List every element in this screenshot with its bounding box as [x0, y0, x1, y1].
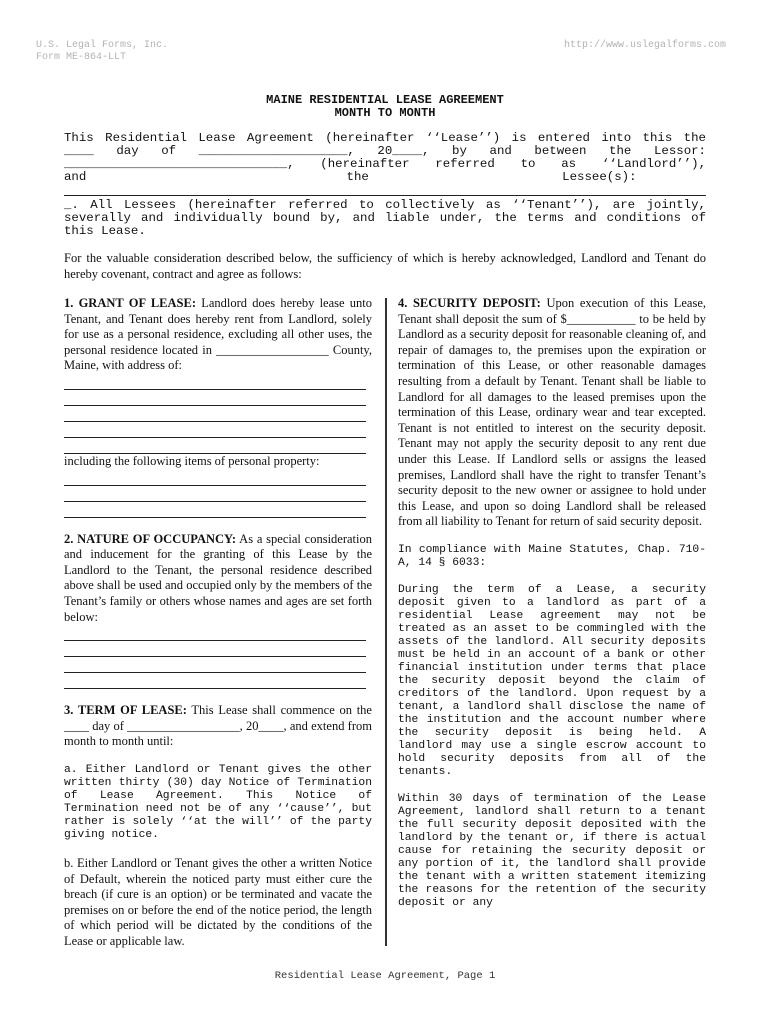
- section-heading: 1. GRANT OF LEASE:: [64, 296, 196, 310]
- deposit-holding-paragraph: During the term of a Lease, a security deposit given to a landlord as part of a residential Lease agreement may not be treated as an asset to be commingled with the assets of the landlord. All security deposits must be held in an account of a bank or other financial institution under terms that place the security deposit beyond the claim of creditors of the landlord. Upon request by a tenant, a landlord shall disclose the name of the institution and the account number where the security deposit is being held. A landlord may use a single escrow account to hold security deposits from all of the tenants.: [398, 583, 706, 778]
- intro-line: ______________________________, (hereinafter referred to as ‘‘Landlord’’),: [64, 157, 706, 171]
- term-clause-a: a. Either Landlord or Tenant gives the other written thirty (30) day Notice of Termination of Lease Agreement. This Notice of Termination need not be of any ‘‘cause’’, but rather is solely ‘‘at the will’’ of the party giving notice.: [64, 763, 372, 841]
- left-column: [64, 296, 372, 949]
- page-header-left: [36, 40, 168, 64]
- address-line[interactable]: [64, 406, 366, 422]
- property-label: including the following items of personal property:: [64, 453, 320, 468]
- property-line[interactable]: [64, 470, 366, 486]
- section-security-deposit: 4. SECURITY DEPOSIT: Upon execution of this Lease, Tenant shall deposit the sum of $___________ to be held by Landlord as a security deposit for reasonable cleaning of, and repair of damages to, the premises upon the expiration or termination of this Lease, or other reasonable damages resulting from a default by Tenant. Tenant shall be liable to Landlord for all damages to the leased premises upon the termination of this Lease, ordinary wear and tear excepted. Tenant is not entitled to interest on the security deposit. Tenant may not apply the security deposit to any rent due under this Lease. If Landlord sells or assigns the leased premises, Landlord shall have the right to transfer Tenant’s security deposit to the new owner or assignee to hold under this Lease, and upon so doing Landlord shall be released from all liability to Tenant for return of said security deposit.: [398, 296, 706, 529]
- document-title: [0, 94, 770, 120]
- term-clause-b: b. Either Landlord or Tenant gives the other a written Notice of Default, wherein the noticed party must either cure the breach (if cure is an option) or be terminated and vacate the premises on or before the end of the notice period, the length of which period will be dictated by the conditions of the Lease or applicable law.: [64, 855, 372, 948]
- address-line[interactable]: [64, 422, 366, 438]
- address-line[interactable]: [64, 390, 366, 406]
- section-grant-of-lease: 1. GRANT OF LEASE: Landlord does hereby lease unto Tenant, and Tenant does hereby rent from Landlord, solely for use as a personal residence, excluding all other uses, the personal residence located in __________________ County, Maine, with address of:: [64, 296, 372, 373]
- intro-paragraph: [64, 132, 706, 238]
- address-line[interactable]: [64, 438, 366, 454]
- intro-line: ____ day of ____________________, 20____, by and between the Lessor:: [64, 144, 706, 158]
- form-id: Form ME-864-LLT: [36, 52, 127, 63]
- intro-line: severally and individually bound by, and liable under, the terms and conditions of: [64, 211, 706, 225]
- column-divider: [385, 298, 387, 946]
- intro-line: this Lease.: [64, 224, 146, 238]
- occupant-line[interactable]: [64, 657, 366, 673]
- lessee-blank-line[interactable]: [64, 184, 706, 196]
- section-heading: 4. SECURITY DEPOSIT:: [398, 296, 541, 310]
- title-line-1: MAINE RESIDENTIAL LEASE AGREEMENT: [266, 93, 504, 107]
- occupant-line[interactable]: [64, 625, 366, 641]
- header-url[interactable]: http://www.uslegalforms.com: [563, 40, 726, 51]
- section-nature-of-occupancy: 2. NATURE OF OCCUPANCY: As a special consideration and inducement for the granting of this Lease by the Landlord to the Tenant, the personal residence described above shall be used and occupied only by the members of the Tenant’s family or others whose names and ages are set forth below:: [64, 531, 372, 624]
- property-line[interactable]: [64, 486, 366, 502]
- right-column: [398, 296, 706, 910]
- deposit-return-paragraph: Within 30 days of termination of the Lease Agreement, landlord shall return to a tenant the full security deposit deposited with the landlord by the tenant or, if there is actual cause for retaining the security deposit or any portion of it, the landlord shall provide the tenant with a written statement itemizing the reasons for the retention of the security deposit or any: [398, 792, 706, 909]
- occupant-line[interactable]: [64, 641, 366, 657]
- occupant-line[interactable]: [64, 673, 366, 689]
- intro-line: and the Lessee(s):: [64, 170, 637, 184]
- section-heading: 3. TERM OF LEASE:: [64, 703, 187, 718]
- consideration-paragraph: For the valuable consideration described below, the sufficiency of which is hereby acknowledged, Landlord and Tenant do hereby covenant, contract and agree as follows:: [64, 251, 706, 281]
- intro-line: This Residential Lease Agreement (hereinafter ‘‘Lease’’) is entered into this the: [64, 131, 706, 145]
- statute-reference: In compliance with Maine Statutes, Chap. 710-A, 14 § 6033:: [398, 543, 706, 569]
- company-name: U.S. Legal Forms, Inc.: [36, 40, 169, 51]
- page-footer: Residential Lease Agreement, Page 1: [274, 970, 496, 982]
- intro-line: _. All Lessees (hereinafter referred to collectively as ‘‘Tenant’’), are jointly,: [64, 198, 706, 212]
- section-term-of-lease: 3. TERM OF LEASE: This Lease shall commence on the ____ day of __________________, 20____, and extend from month to month until:: [64, 703, 372, 749]
- property-line[interactable]: [64, 502, 366, 518]
- address-line[interactable]: [64, 374, 366, 390]
- title-line-2: MONTH TO MONTH: [334, 106, 436, 120]
- section-heading: 2. NATURE OF OCCUPANCY:: [64, 531, 237, 546]
